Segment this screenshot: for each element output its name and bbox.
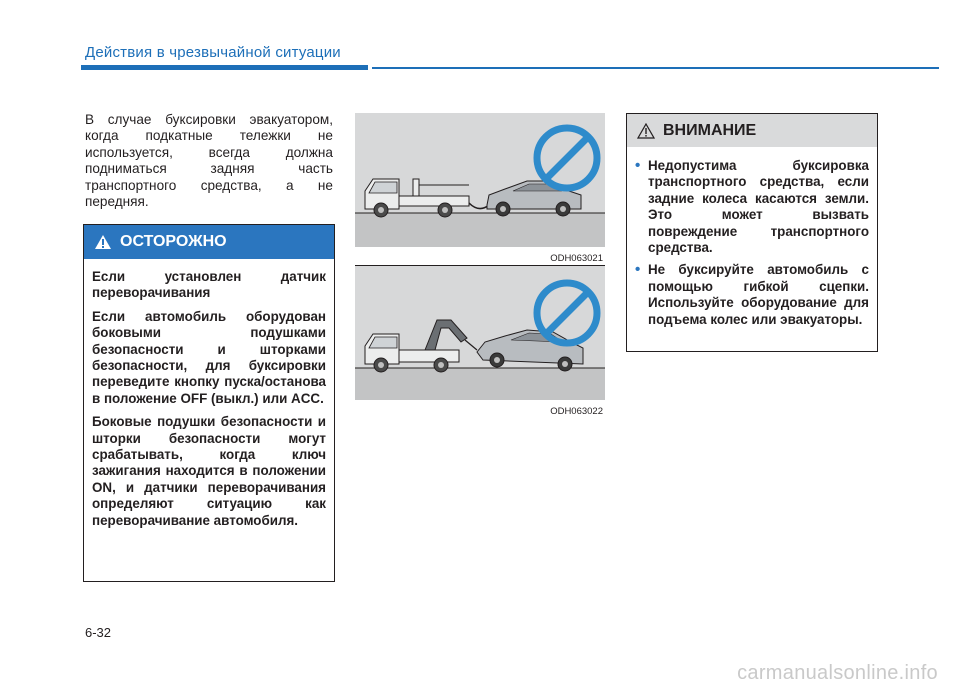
tow-illustration-boom xyxy=(355,266,605,400)
warning-item: • Недопустима буксировка транспортного средства, если задние колеса касаются земли. Это может вызвать повреждение транспортного средства. xyxy=(635,158,869,256)
caution-paragraph: Если автомобиль оборудован боковыми подушками безопасности и шторками безопасности, для буксировки переведите кнопку пуска/останова в положение OFF (выкл.) или ACC. xyxy=(92,308,326,406)
warning-triangle-icon xyxy=(637,123,655,139)
warning-triangle-icon xyxy=(94,234,112,250)
illustration-code: ODH063021 xyxy=(550,253,603,264)
intro-paragraph: В случае буксировки эвакуатором, когда подкатные тележки не используется, всегда должна подниматься задняя часть транспортного средства, а не передняя. xyxy=(85,112,333,210)
tow-illustration-flatbed xyxy=(355,113,605,247)
caution-box xyxy=(83,224,335,582)
caution-header xyxy=(84,225,334,259)
illustration-code: ODH063022 xyxy=(550,406,603,417)
watermark: carmanualsonline.info xyxy=(737,662,938,684)
prohibited-icon xyxy=(537,283,597,343)
warning-box xyxy=(626,113,878,352)
warning-item: • Не буксируйте автомобиль с помощью гибкой сцепки. Используйте оборудование для подъема колес или эвакуаторы. xyxy=(635,262,869,328)
warning-header xyxy=(627,114,877,147)
prohibited-icon xyxy=(537,128,597,188)
caution-paragraph: Боковые подушки безопасности и шторки безопасности могут срабатывать, когда ключ зажигания находится в положении ON, и датчики переворачивания определяют ситуацию как переворачивание автомобиля. xyxy=(92,414,326,528)
warning-title: ВНИМАНИЕ xyxy=(663,121,757,139)
header-rule-thin xyxy=(372,67,939,69)
caution-title: ОСТОРОЖНО xyxy=(120,233,227,250)
caution-paragraph: Если установлен датчик переворачивания xyxy=(92,269,326,301)
page-number: 6-32 xyxy=(85,625,112,640)
section-title: Действия в чрезвычайной ситуации xyxy=(85,44,341,61)
header-rule xyxy=(81,65,368,70)
